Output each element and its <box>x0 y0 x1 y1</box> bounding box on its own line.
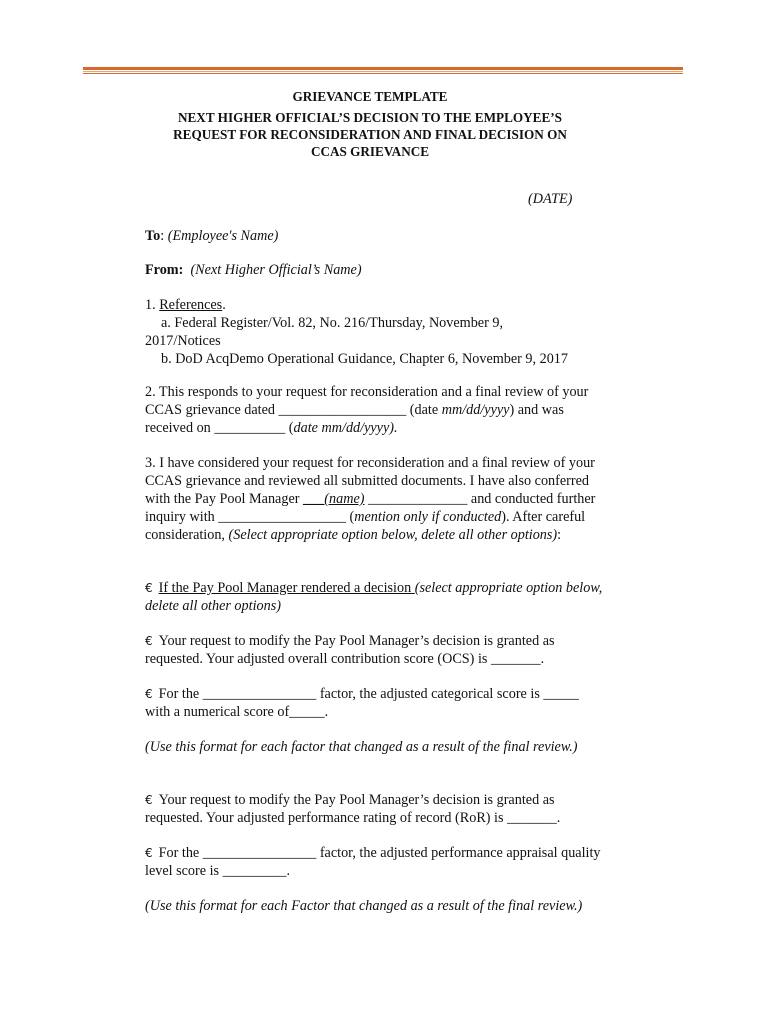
from-value: (Next Higher Official’s Name) <box>190 262 362 278</box>
option-bullet-icon: € <box>145 687 153 701</box>
p2-text-2: ) and was received on __________ ( <box>145 402 564 436</box>
option-2-text: Your request to modify the Pay Pool Manager’s decision is granted as requested. Your adjusted overall contribution score (OCS) is _______. <box>145 633 555 667</box>
references-dot: . <box>222 297 226 313</box>
p2-text-1: 2. This responds to your request for reconsideration and a final review of your CCAS grievance dated __________________ (date <box>145 384 589 418</box>
option-5 <box>145 844 605 880</box>
to-line <box>145 227 605 245</box>
document-subtitle-line-1: NEXT HIGHER OFFICIAL’S DECISION TO THE EMPLOYEE’S <box>177 110 562 125</box>
p3-text-1: 3. I have considered your request for reconsideration and a final review of your CCAS grievance and reviewed all submitted documents. I have also conferred with the Pay Pool Manager <box>145 455 595 507</box>
to-label: To <box>145 228 161 244</box>
reference-a-line-2: 2017/Notices <box>145 333 221 349</box>
to-value: (Employee's Name) <box>167 228 279 244</box>
p3-instruction: (Select appropriate option below, delete all other options) <box>228 527 558 543</box>
option-1-heading: If the Pay Pool Manager rendered a decision <box>158 580 415 596</box>
paragraph-2 <box>145 383 605 437</box>
to-separator: : <box>160 228 168 244</box>
instruction-note-1 <box>145 738 605 756</box>
reference-b: b. DoD AcqDemo Operational Guidance, Chapter 6, November 9, 2017 <box>161 351 568 367</box>
p3-text-3: ). After careful consideration, <box>145 509 586 543</box>
option-bullet-icon: € <box>145 793 153 807</box>
option-2 <box>145 632 605 668</box>
option-bullet-icon: € <box>145 846 153 860</box>
p2-date-format-2: date mm/dd/yyyy). <box>293 420 398 436</box>
from-label: From: <box>145 262 184 278</box>
option-5-text: For the ________________ factor, the adjusted performance appraisal quality level score is _________. <box>145 845 601 879</box>
reference-a-line-1: a. Federal Register/Vol. 82, No. 216/Thursday, November 9, <box>161 315 504 331</box>
option-4 <box>145 791 605 827</box>
p2-date-format: mm/dd/yyyy <box>441 402 510 418</box>
paragraph-3 <box>145 454 605 544</box>
instruction-note-2-text: (Use this format for each Factor that changed as a result of the final review.) <box>145 898 583 914</box>
option-bullet-icon: € <box>145 581 153 595</box>
references-heading <box>145 296 605 314</box>
references-label: References <box>159 297 223 313</box>
references-section <box>145 296 605 368</box>
p3-conditional-note: mention only if conducted <box>354 509 502 525</box>
option-3 <box>145 685 605 721</box>
option-1-instruction: (select appropriate option below, delete all other options) <box>145 580 603 614</box>
option-4-text: Your request to modify the Pay Pool Manager’s decision is granted as requested. Your adjusted performance rating of record (RoR) is _______. <box>145 792 561 826</box>
p3-text-2: ______________ and conducted further inquiry with __________________ ( <box>145 491 596 525</box>
references-number: 1. <box>145 297 160 313</box>
header-rule-thick <box>83 67 683 70</box>
document-title: GRIEVANCE TEMPLATE <box>292 89 448 104</box>
p3-colon: : <box>557 527 562 543</box>
document-subtitle-line-2: REQUEST FOR RECONSIDERATION AND FINAL DECISION ON <box>173 127 567 142</box>
p3-name-field: ___(name) <box>303 491 365 507</box>
header-rule <box>83 67 683 74</box>
document-subtitle-line-3: CCAS GRIEVANCE <box>310 144 430 159</box>
option-3-text: For the ________________ factor, the adjusted categorical score is _____ with a numerical score of_____. <box>145 686 579 720</box>
from-line <box>145 261 605 279</box>
instruction-note-2 <box>145 897 605 915</box>
option-1 <box>145 579 605 615</box>
header-rule-thin <box>83 71 683 72</box>
header-rule-thin-2 <box>83 73 683 74</box>
instruction-note-1-text: (Use this format for each factor that changed as a result of the final review.) <box>145 739 578 755</box>
option-bullet-icon: € <box>145 634 153 648</box>
date-placeholder: (DATE) <box>528 191 573 207</box>
